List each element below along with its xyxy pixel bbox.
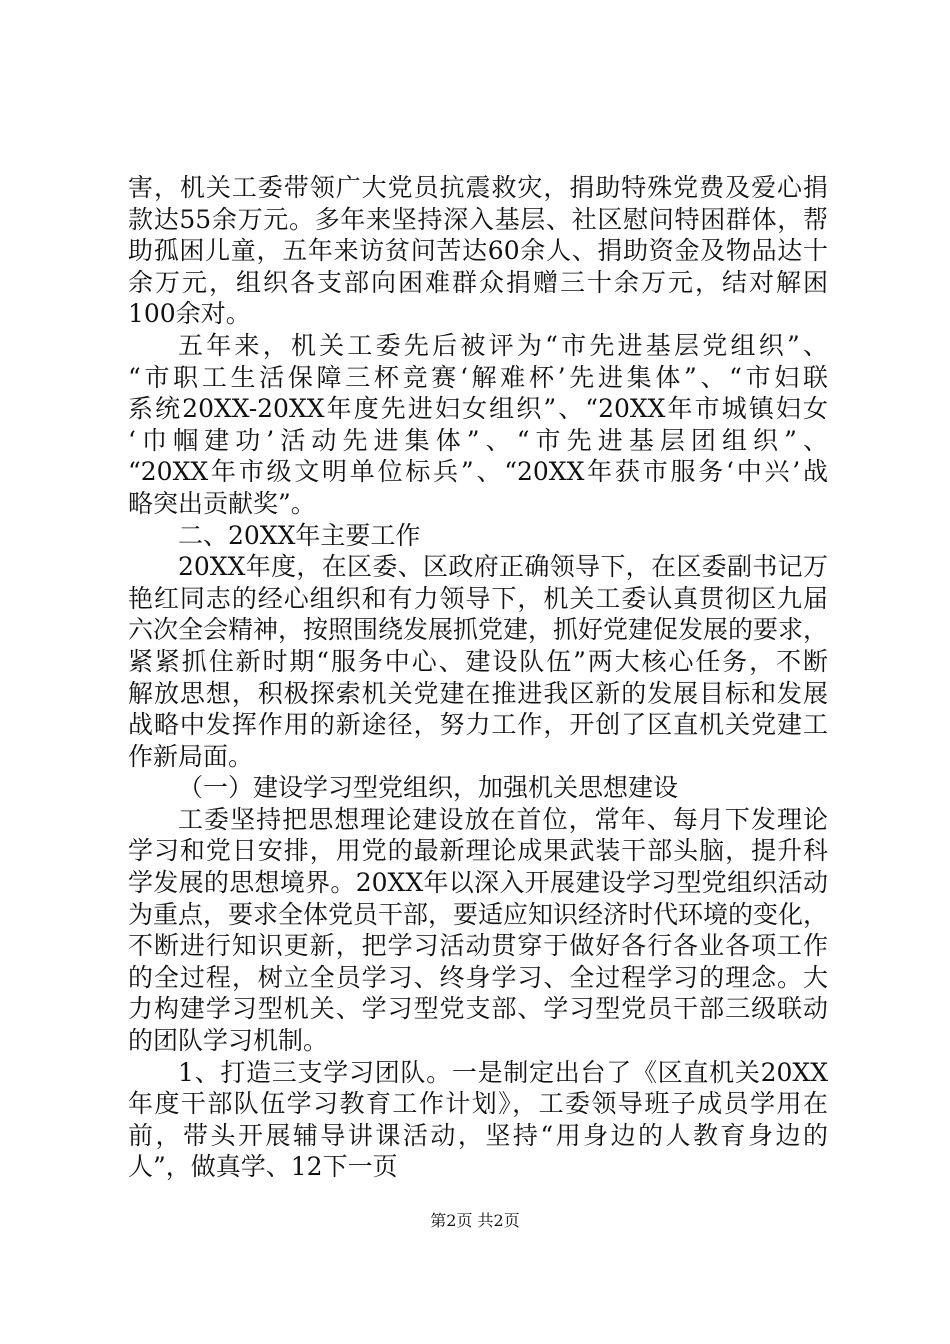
text-line: 年度干部队伍学习教育工作计划》，工委领导班子成员学用在: [128, 1089, 828, 1119]
document-body: [128, 172, 828, 1183]
text-line: 款达55余万元。多年来坚持深入基层、社区慰问特困群体，帮: [128, 204, 828, 234]
text-line: 1、打造三支学习团队。一是制定出台了《区直机关20XX: [178, 1057, 828, 1087]
text-line: 艳红同志的经心组织和有力领导下，机关工委认真贯彻区九届: [128, 583, 828, 613]
text-line: 力构建学习型机关、学习型党支部、学习型党员干部三级联动: [128, 994, 828, 1024]
text-line: 解放思想，积极探索机关党建在推进我区新的发展目标和发展: [128, 678, 828, 708]
text-line: 学发展的思想境界。20XX年以深入开展建设学习型党组织活动: [128, 868, 828, 898]
text-line: 六次全会精神，按照围绕发展抓党建，抓好党建促发展的要求，: [128, 615, 828, 645]
text-line: 工委坚持把思想理论建设放在首位，常年、每月下发理论: [178, 804, 828, 834]
text-line: 战略中发挥作用的新途径，努力工作，开创了区直机关党建工: [128, 710, 828, 740]
text-line: 学习和党日安排，用党的最新理论成果武装干部头脑，提升科: [128, 836, 828, 866]
text-line: 紧紧抓住新时期“服务中心、建设队伍”两大核心任务，不断: [128, 646, 828, 676]
text-line: 人”，做真学、12下一页: [128, 1152, 398, 1182]
text-line: “20XX年市级文明单位标兵”、“20XX年获市服务‘中兴’战: [128, 457, 828, 487]
text-line: 五年来，机关工委先后被评为“市先进基层党组织”、: [178, 330, 828, 360]
text-line: 略突出贡献奖”。: [128, 488, 316, 518]
text-line: “市职工生活保障三杯竞赛‘解难杯’先进集体”、“市妇联: [128, 362, 828, 392]
text-line: 前，带头开展辅导讲课活动，坚持“用身边的人教育身边的: [128, 1120, 828, 1150]
text-line: 不断进行知识更新，把学习活动贯穿于做好各行各业各项工作: [128, 931, 828, 961]
text-line: （一）建设学习型党组织，加强机关思想建设: [178, 773, 679, 803]
text-line: 100余对。: [128, 299, 251, 329]
text-line: ‘巾帼建功’活动先进集体”、“市先进基层团组织”、: [128, 425, 828, 455]
text-line: 二、20XX年主要工作: [178, 520, 421, 550]
text-line: 助孤困儿童，五年来访贫问苦达60余人、捐助资金及物品达十: [128, 236, 828, 266]
page-footer: 第2页 共2页: [430, 1211, 520, 1230]
text-line: 的全过程，树立全员学习、终身学习、全过程学习的理念。大: [128, 962, 828, 992]
text-line: 系统20XX-20XX年度先进妇女组织”、“20XX年市城镇妇女: [128, 394, 828, 424]
text-line: 20XX年度，在区委、区政府正确领导下，在区委副书记万: [178, 552, 828, 582]
text-line: 害，机关工委带领广大党员抗震救灾，捐助特殊党费及爱心捐: [128, 173, 828, 202]
text-line: 作新局面。: [128, 741, 254, 771]
text-line: 的团队学习机制。: [128, 1026, 329, 1056]
text-line: 为重点，要求全体党员干部，要适应知识经济时代环境的变化，: [128, 899, 828, 929]
text-line: 余万元，组织各支部向困难群众捐赠三十余万元，结对解困: [128, 267, 828, 297]
